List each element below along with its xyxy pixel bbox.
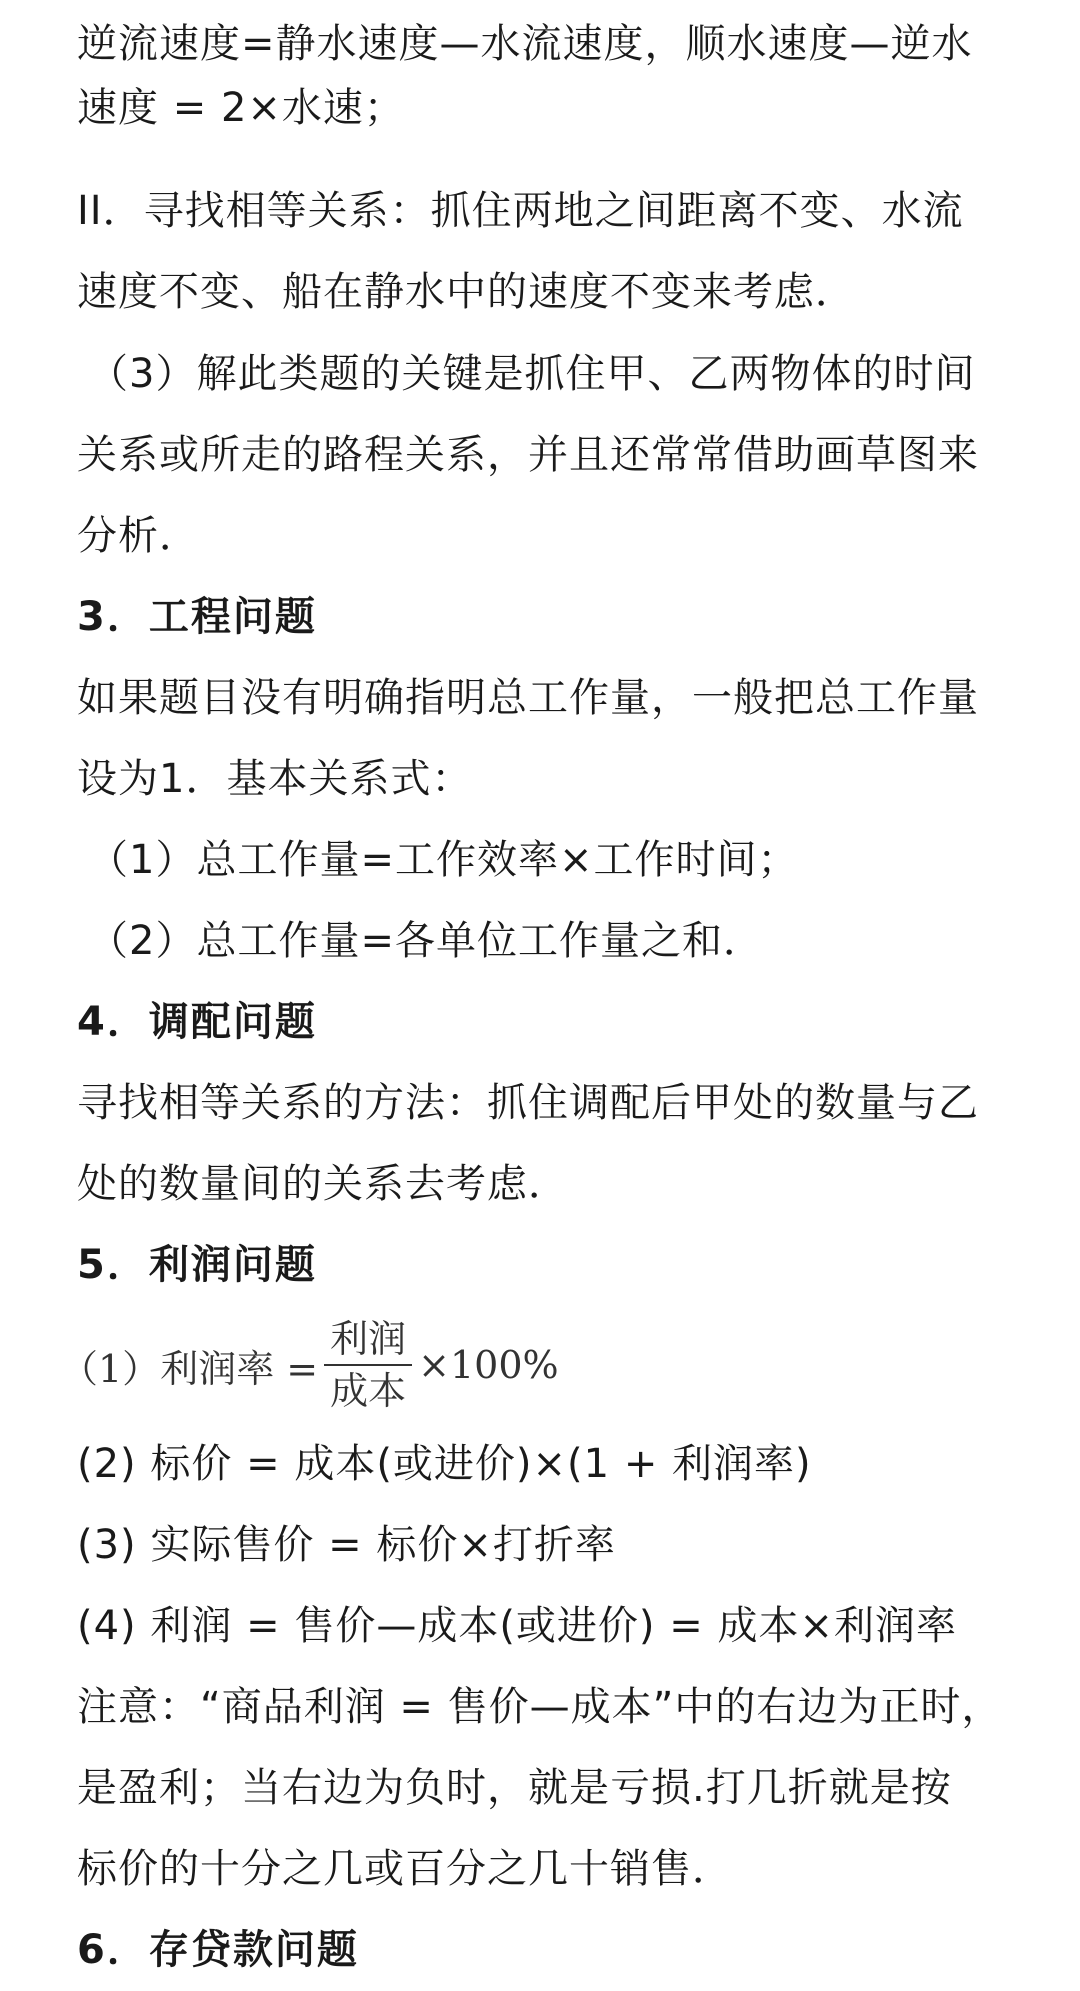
formula-lhs: 利润率 = [160,1346,319,1391]
section-heading: 5．利润问题 [77,1242,317,1288]
section-heading: 4．调配问题 [77,999,317,1045]
section-heading: 3．工程问题 [77,594,317,640]
text-line: 分析． [77,513,200,559]
text-line: 速度不变、船在静水中的速度不变来考虑． [77,269,856,315]
formula-numerator: 利润 [330,1317,407,1361]
text-line: 寻找相等关系的方法：抓住调配后甲处的数量与乙 [77,1080,979,1126]
text-line: (4) 利润 = 售价—成本(或进价) = 成本×利润率 [77,1603,957,1649]
text-line: 是盈利；当右边为负时，就是亏损.打几折就是按 [77,1765,952,1811]
text-line: 标价的十分之几或百分之几十销售． [77,1846,733,1892]
text-line: 处的数量间的关系去考虑． [77,1161,569,1207]
text-line: II．寻找相等关系：抓住两地之间距离不变、水流 [77,188,964,234]
text-line: 关系或所走的路程关系，并且还常常借助画草图来 [77,432,979,478]
formula-suffix: ×100% [418,1343,559,1387]
text-line: （3）解此类题的关键是抓住甲、乙两物体的时间 [88,351,976,397]
text-line: 速度 = 2×水速； [77,85,405,131]
text-line: 如果题目没有明确指明总工作量，一般把总工作量 [77,675,979,721]
text-line: 逆流速度=静水速度—水流速度，顺水速度—逆水 [77,21,973,67]
text-line: (2) 标价 = 成本(或进价)×(1 + 利润率) [77,1441,812,1487]
text-line: (3) 实际售价 = 标价×打折率 [77,1522,616,1568]
formula-fraction [324,1316,412,1414]
text-line: （1）总工作量=工作效率×工作时间； [88,837,799,883]
text-line: （2）总工作量=各单位工作量之和． [88,918,764,964]
text-line: 设为1．基本关系式： [77,756,473,802]
section-heading: 6．存贷款问题 [77,1927,359,1973]
formula-denominator: 成本 [330,1369,407,1413]
profit-rate-formula [60,1310,559,1420]
text-line: 注意：“商品利润 = 售价—成本”中的右边为正时， [77,1684,1003,1730]
formula-prefix: （1） [60,1346,161,1391]
